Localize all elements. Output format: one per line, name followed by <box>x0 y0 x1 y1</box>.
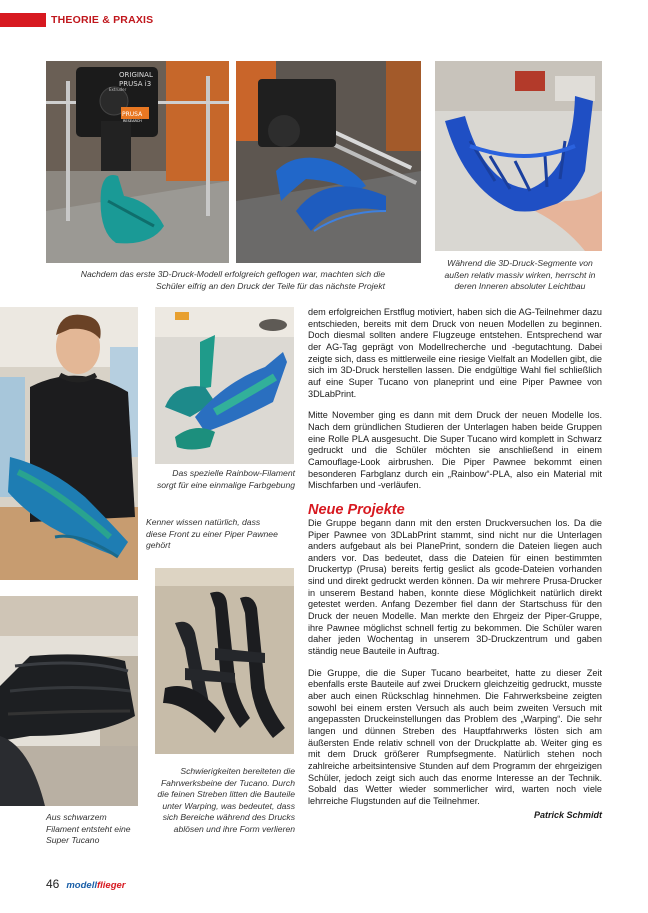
photo-printer-blue-part <box>236 61 421 263</box>
caption-schwarz: Aus schwarzem Filament entsteht eine Super Tucano <box>46 812 131 846</box>
article-paragraph-3: Die Gruppe begann dann mit den ersten Druckversuchen los. Da die Piper Pawnee von 3DLabPrint stammt, sind nicht nur die Unterlagen anders aufgebaut als bei PlanePrint, sondern die Dateien liegen auch anders vor. Das bedeutet, dass die Dateien für einen bestimmten Druckertyp (Prusa) bereits fertig geslict als gcode-Dateien vorhanden sind und direkt gedruckt werden können. Da wir mehrere Prusa-Drucker in unserem Bestand haben, konnte diese Möglichkeit natürlich direkt getestet werden. Anfang Dezember fiel dann der Startschuss für den Druck der neuen Modelle. Man merkte den Ehrgeiz der Piper-Gruppe, ihre Pawnee möglichst schnell fertig zu bekommen. Die Schüler waren daher jeden Wochentag in unserem 3D-Druckzentrum und gaben ständig neue Bauteile in Auftrag. <box>308 517 602 657</box>
prusa-label-3: Extruder <box>109 87 127 92</box>
photo-landing-gear <box>155 568 294 754</box>
section-tag <box>0 13 153 27</box>
photo-black-tucano <box>0 596 138 806</box>
photo-student-pawnee <box>0 307 138 580</box>
caption-top-left: Nachdem das erste 3D-Druck-Modell erfolgreich geflogen war, machten sich die Schüler eifrig an den Druck der Teile für das nächste Projekt <box>80 269 385 291</box>
caption-top-right: Während die 3D-Druck-Segmente von außen relativ massiv wirken, herrscht in deren Inneren absoluter Leichtbau <box>444 258 596 292</box>
section-label: THEORIE & PRAXIS <box>51 14 154 26</box>
photo-blue-segment-interior <box>435 61 602 251</box>
section-heading: Neue Projekte <box>308 501 405 518</box>
page-number: 46 <box>46 877 60 891</box>
photo-prusa-printer <box>46 61 229 263</box>
article-body <box>308 307 602 821</box>
article-paragraph-2: Mitte November ging es dann mit dem Druck der neuen Modelle los. Nach dem gründlichen Studieren der Unterlagen haben beide Gruppen eine Rolle PLA ausgesucht. Die Super Tucano wird komplett in Schwarz gedruckt und die Schüler möchten sie anschließend in einem Camouflage-Look airbrushen. Die Piper Pawnee bekommt einen besonderen Farbglanz durch ein „Rainbow“-PLA, also ein Material mit Mischfarben und -verläufen. <box>308 410 602 491</box>
caption-schwierig: Schwierigkeiten bereiteten die Fahrwerksbeine der Tucano. Durch die feinen Streben litten die Bauteile unter Warping, was bedeutet, dass sich Bereiche während des Drucks ablösen und ihre Form verlieren <box>157 766 295 834</box>
section-accent-bar <box>0 13 46 27</box>
photo-rainbow-parts <box>155 307 294 464</box>
prusa-plate: PRUSA <box>122 111 143 118</box>
article-author: Patrick Schmidt <box>533 809 602 820</box>
prusa-label-2: PRUSA i3 <box>119 80 152 88</box>
article-paragraph-4: Die Gruppe, die die Super Tucano bearbeitet, hatte zu dieser Zeit ebenfalls erste Bauteile auf zwei Druckern gleichzeitig gedruckt, musste aber auch einen Rückschlag hinnehmen. Die Fahrwerksbeine zeigten sowohl bei einem ersten Versuch als auch beim zweiten Versuch mit angepassten Druckeinstellungen das Problem des „Warping“. Die sehr langen und dünnen Streben des Hauptfahrwerks lösten sich am äußersten Ende relativ schnell von der Druckplatte ab. Weiter ging es mit dem Druck größerer Rumpfsegmente. Natürlich stehen noch zahlreiche arbeitsintensive Stunden auf dem Programm der ehrgeizigen Schüler, jedoch zeigt sich auch das enorme Interesse an der Technik. Sobald das Wetter wieder sommerlicher wird, warten noch viele lehrreiche Flugstunden auf die Teilnehmer. <box>308 667 602 806</box>
page-footer <box>46 877 126 891</box>
caption-kenner: Kenner wissen natürlich, dass diese Front zu einer Piper Pawnee gehört <box>146 517 278 551</box>
prusa-plate-2: RESEARCH <box>123 119 142 123</box>
article-paragraph-1: dem erfolgreichen Erstflug motiviert, haben sich die AG-Teilnehmer dazu entschieden, bereits mit dem Druck von neuen Modellen zu beginnen. Doch diesmal sollten andere Flugzeuge entstehen. Entsprechend war der AG-Tag geprägt von Modellrecherche und -begutachtung. Dabei zeigte sich, dass es mittlerweile eine riesige Vielfalt an Modellen gibt, die sich im 3D-Druck herstellen lassen. Die endgültige Wahl fiel schließlich auf eine Super Tucano von planeprint und eine Piper Pawnee von 3DLabPrint. <box>308 307 602 399</box>
caption-rainbow: Das spezielle Rainbow-Filament sorgt für eine einmalige Farbgebung <box>156 468 295 490</box>
prusa-label: ORIGINAL <box>119 71 153 79</box>
logo-part-b: flieger <box>96 880 126 891</box>
magazine-logo <box>66 880 125 891</box>
logo-part-a: modell <box>66 880 97 891</box>
